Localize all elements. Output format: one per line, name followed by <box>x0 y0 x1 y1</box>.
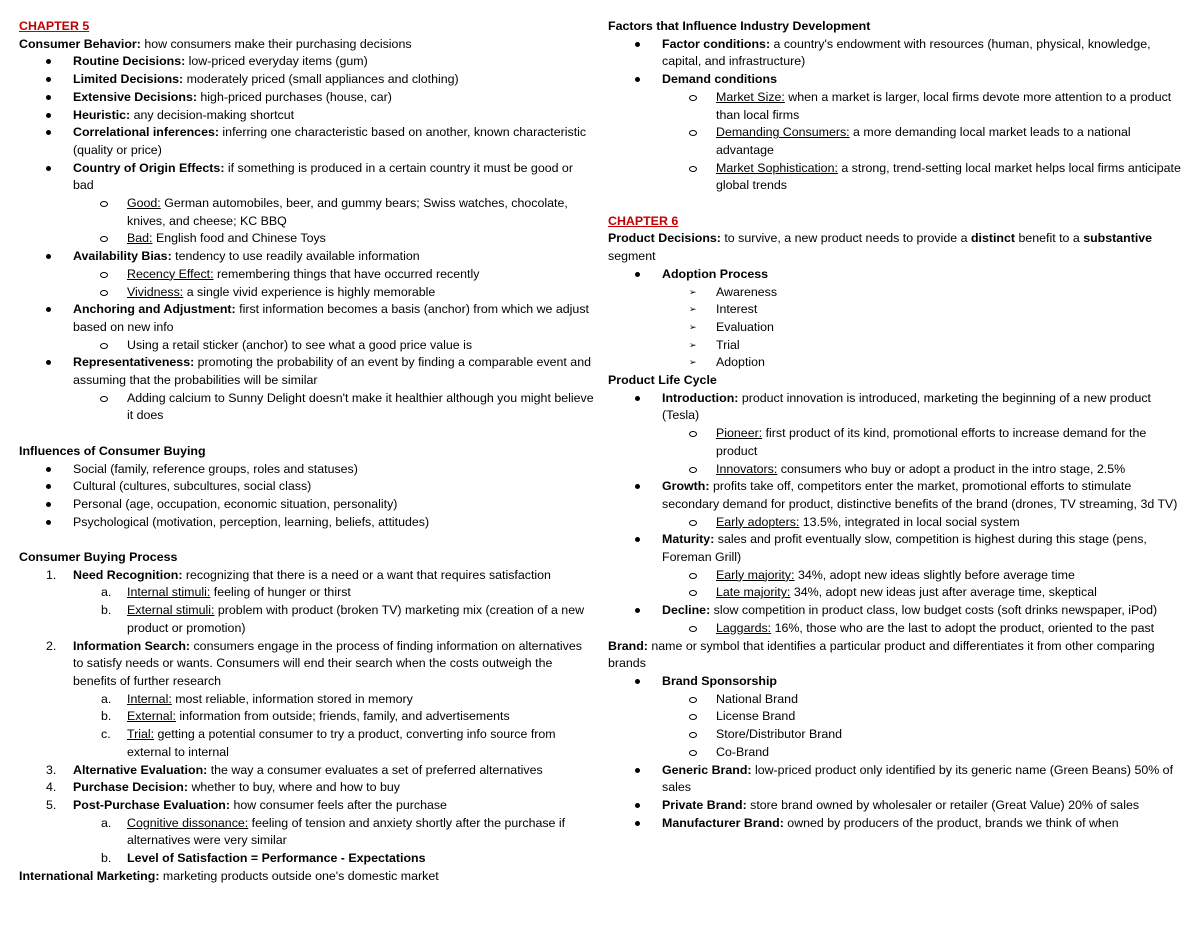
term-underlined: Good: <box>127 196 161 211</box>
bullet-icon <box>46 307 51 312</box>
blank-line <box>608 195 1184 213</box>
term-label: Limited Decisions: <box>73 72 184 87</box>
term-label: Private Brand: <box>662 797 747 812</box>
sub-list-item <box>608 160 1184 195</box>
description: Social (family, reference groups, roles and statuses) <box>73 461 358 476</box>
sub-list-item <box>19 230 595 248</box>
description: the way a consumer evaluates a set of preferred alternatives <box>207 762 543 777</box>
bullet-icon <box>635 821 640 826</box>
emphasis: distinct <box>970 231 1016 246</box>
list-item <box>608 673 1184 691</box>
hollow-bullet-icon <box>689 697 697 703</box>
term-label: Growth: <box>662 479 710 494</box>
description: store brand owned by wholesaler or retailer (Great Value) 20% of sales <box>746 797 1140 812</box>
list-item <box>19 779 595 797</box>
list-item <box>19 89 595 107</box>
description: product innovation is introduced, marketing the beginning of a new product (Tesla) <box>662 390 1151 423</box>
list-number: 2. <box>46 638 57 653</box>
bullet-icon <box>46 467 51 472</box>
bullet-icon <box>635 42 640 47</box>
term-label: Influences of Consumer Buying <box>19 443 206 458</box>
sub-list-item <box>19 195 595 230</box>
bullet-icon <box>635 537 640 542</box>
term-label: Product Life Cycle <box>608 373 717 388</box>
description: Using a retail sticker (anchor) to see what a good price value is <box>127 337 473 352</box>
bullet-icon <box>46 166 51 171</box>
chapter-heading: CHAPTER 6 <box>608 213 679 228</box>
list-item <box>19 514 595 532</box>
description: Co-Brand <box>716 744 770 759</box>
term-label: Level of Satisfaction = Performance - Expectations <box>127 851 426 866</box>
list-item <box>19 567 595 585</box>
hollow-bullet-icon <box>100 343 108 349</box>
sub-list-item <box>19 284 595 302</box>
description: Evaluation <box>716 319 774 334</box>
bullet-icon <box>46 77 51 82</box>
description: benefit to a <box>1015 231 1084 246</box>
paragraph <box>19 549 595 567</box>
description: consumers who buy or adopt a product in the intro stage, 2.5% <box>777 461 1126 476</box>
description: a strong, trend-setting local market helps local firms anticipate global trends <box>716 160 1181 193</box>
description: promoting the probability of an event by finding a comparable event and assuming that the probabilities will be similar <box>73 355 591 388</box>
term-underlined: Early adopters: <box>716 514 800 529</box>
arrow-bullet-icon: ➢ <box>689 357 697 368</box>
description: to survive, a new product needs to provide a <box>720 231 971 246</box>
hollow-bullet-icon <box>689 95 697 101</box>
bullet-icon <box>46 254 51 259</box>
list-number: 3. <box>46 762 57 777</box>
list-item <box>608 390 1184 425</box>
description: problem with product (broken TV) marketing mix (creation of a new product or promotion) <box>127 603 585 635</box>
bullet-icon <box>635 77 640 82</box>
hollow-bullet-icon <box>689 732 697 738</box>
hollow-bullet-icon <box>689 130 697 136</box>
hollow-bullet-icon <box>689 714 697 720</box>
sub-list-item <box>608 567 1184 585</box>
description: tendency to use readily available information <box>171 249 420 264</box>
bullet-icon <box>635 608 640 613</box>
hollow-bullet-icon <box>689 590 697 596</box>
sub-list-item <box>608 461 1184 479</box>
description: Adoption <box>716 355 765 370</box>
hollow-bullet-icon <box>100 236 108 242</box>
bullet-icon <box>635 396 640 401</box>
description: English food and Chinese Toys <box>152 231 326 246</box>
bullet-icon <box>635 803 640 808</box>
sub-list-item <box>608 124 1184 159</box>
hollow-bullet-icon <box>689 573 697 579</box>
term-underlined: Late majority: <box>716 585 791 600</box>
hollow-bullet-icon <box>689 520 697 526</box>
description: Store/Distributor Brand <box>716 727 843 742</box>
list-number: 5. <box>46 797 57 812</box>
term-label: Factor conditions: <box>662 36 771 51</box>
list-number: b. <box>101 709 112 724</box>
description: owned by producers of the product, brands we think of when <box>783 815 1119 830</box>
bullet-icon <box>46 130 51 135</box>
sub-list-item <box>19 815 595 850</box>
sub-list-item <box>19 602 595 637</box>
sub-list-item <box>19 726 595 761</box>
description: Psychological (motivation, perception, learning, beliefs, attitudes) <box>73 514 430 529</box>
term-underlined: Demanding Consumers: <box>716 125 850 140</box>
term-label: Consumer Behavior: <box>19 36 141 51</box>
term-label: Routine Decisions: <box>73 54 186 69</box>
description: any decision-making shortcut <box>130 107 295 122</box>
list-item <box>19 762 595 780</box>
bullet-icon <box>46 502 51 507</box>
description: a country's endowment with resources (human, physical, knowledge, capital, and infrastructure) <box>662 36 1151 69</box>
chapter-heading: CHAPTER 5 <box>19 19 90 33</box>
description: recognizing that there is a need or a want that requires satisfaction <box>182 567 551 582</box>
right-column <box>608 18 1184 832</box>
term-label: Decline: <box>662 603 711 618</box>
description: slow competition in product class, low budget costs (soft drinks newspaper, iPod) <box>710 603 1158 618</box>
description: name or symbol that identifies a particular product and differentiates it from other comparing brands <box>608 638 1155 671</box>
list-item <box>19 124 595 159</box>
term-label: Maturity: <box>662 532 715 547</box>
term-label: Representativeness: <box>73 355 195 370</box>
list-item <box>608 36 1184 71</box>
description: Adding calcium to Sunny Delight doesn't make it healthier although you might believe it does <box>127 390 594 423</box>
list-number: a. <box>101 585 112 600</box>
sub-list-item <box>19 390 595 425</box>
sub-list-item <box>608 337 1184 355</box>
sub-list-item <box>19 266 595 284</box>
sub-list-item <box>19 584 595 602</box>
term-label: Product Decisions: <box>608 231 721 246</box>
term-label: Country of Origin Effects: <box>73 160 225 175</box>
term-label: Correlational inferences: <box>73 125 219 140</box>
term-label: Adoption Process <box>662 266 769 281</box>
bullet-icon <box>635 484 640 489</box>
list-item <box>19 71 595 89</box>
list-number: 1. <box>46 567 57 582</box>
list-item <box>19 354 595 389</box>
hollow-bullet-icon <box>100 201 108 207</box>
description: profits take off, competitors enter the market, promotional efforts to stimulate secondary demand for product, distinctive benefits of the brand (drones, TV streaming, 3d TV) <box>662 479 1178 511</box>
sub-list-item <box>608 708 1184 726</box>
hollow-bullet-icon <box>100 290 108 296</box>
description: a more demanding local market leads to a national advantage <box>716 125 1131 157</box>
term-label: Demand conditions <box>662 72 777 87</box>
description: sales and profit eventually slow, competition is highest during this stage (pens, Foreman Grill) <box>662 532 1147 565</box>
paragraph <box>608 18 1184 36</box>
description: remembering things that have occurred recently <box>213 266 480 281</box>
term-underlined: External: <box>127 709 176 724</box>
sub-list-item <box>608 89 1184 124</box>
sub-list-item <box>19 850 595 868</box>
term-underlined: Internal stimuli: <box>127 585 211 600</box>
list-number: b. <box>101 603 112 618</box>
arrow-bullet-icon: ➢ <box>689 321 697 332</box>
bullet-icon <box>635 272 640 277</box>
term-label: Factors that Influence Industry Development <box>608 19 871 33</box>
description: 16%, those who are the last to adopt the product, oriented to the past <box>771 620 1155 635</box>
term-label: Anchoring and Adjustment: <box>73 302 236 317</box>
description: 13.5%, integrated in local social system <box>799 514 1020 529</box>
list-item <box>19 797 595 815</box>
list-number: b. <box>101 851 112 866</box>
list-item <box>608 266 1184 284</box>
bullet-icon <box>46 113 51 118</box>
paragraph <box>608 372 1184 390</box>
hollow-bullet-icon <box>689 750 697 756</box>
term-label: Information Search: <box>73 638 191 653</box>
description: Cultural (cultures, subcultures, social class) <box>73 479 312 494</box>
paragraph <box>19 443 595 461</box>
hollow-bullet-icon <box>100 272 108 278</box>
hollow-bullet-icon <box>689 431 697 437</box>
list-item <box>19 461 595 479</box>
description: consumers engage in the process of finding information on alternatives to satisfy needs or wants. Consumers will end their search when the costs outweigh the benefits of further research <box>73 638 582 688</box>
sub-list-item <box>608 319 1184 337</box>
list-item <box>19 160 595 195</box>
blank-line <box>19 425 595 443</box>
term-underlined: Cognitive dissonance: <box>127 815 249 830</box>
hollow-bullet-icon <box>100 396 108 402</box>
term-label: Brand Sponsorship <box>662 674 777 688</box>
list-item <box>19 496 595 514</box>
emphasis: substantive <box>1083 231 1153 246</box>
description: inferring one characteristic based on another, known characteristic (quality or price) <box>73 125 587 157</box>
term-underlined: Recency Effect: <box>127 266 214 281</box>
list-number: 4. <box>46 780 57 795</box>
description: most reliable, information stored in memory <box>171 691 413 706</box>
description: how consumer feels after the purchase <box>230 797 447 812</box>
term-label: Generic Brand: <box>662 762 752 777</box>
description: a single vivid experience is highly memorable <box>183 284 436 299</box>
term-underlined: Market Size: <box>716 89 785 104</box>
description: feeling of tension and anxiety shortly after the purchase if alternatives were very similar <box>127 815 566 848</box>
list-item <box>19 53 595 71</box>
sub-list-item <box>608 620 1184 638</box>
list-item <box>19 638 595 691</box>
description: moderately priced (small appliances and clothing) <box>183 72 459 87</box>
list-item <box>608 815 1184 833</box>
bullet-icon <box>46 360 51 365</box>
hollow-bullet-icon <box>689 166 697 172</box>
paragraph <box>608 230 1184 265</box>
blank-line <box>19 531 595 549</box>
description: License Brand <box>716 709 796 724</box>
list-item <box>608 531 1184 566</box>
term-label: Extensive Decisions: <box>73 89 197 104</box>
list-item <box>19 107 595 125</box>
hollow-bullet-icon <box>689 467 697 473</box>
term-underlined: External stimuli: <box>127 603 215 618</box>
description: 34%, adopt new ideas slightly before average time <box>794 567 1075 582</box>
description: Interest <box>716 302 758 317</box>
term-label: Alternative Evaluation: <box>73 762 208 777</box>
bullet-icon <box>46 520 51 525</box>
term-label: International Marketing: <box>19 868 160 883</box>
list-number: c. <box>101 727 111 742</box>
term-underlined: Internal: <box>127 691 172 706</box>
list-item <box>608 71 1184 89</box>
term-label: Availability Bias: <box>73 249 172 264</box>
bullet-icon <box>635 768 640 773</box>
term-underlined: Bad: <box>127 231 153 246</box>
description: low-priced everyday items (gum) <box>185 54 368 69</box>
term-label: Heuristic: <box>73 107 131 122</box>
sub-list-item <box>608 284 1184 302</box>
sub-list-item <box>608 726 1184 744</box>
description: getting a potential consumer to try a product, converting info source from external to internal <box>127 727 556 759</box>
paragraph <box>19 36 595 54</box>
arrow-bullet-icon: ➢ <box>689 304 697 315</box>
sub-list-item <box>608 691 1184 709</box>
description: segment <box>608 249 656 264</box>
paragraph <box>608 638 1184 673</box>
list-item <box>608 762 1184 797</box>
term-label: Manufacturer Brand: <box>662 815 784 830</box>
term-underlined: Laggards: <box>716 620 772 635</box>
description: first product of its kind, promotional efforts to increase demand for the product <box>716 426 1147 458</box>
list-item <box>608 602 1184 620</box>
description: National Brand <box>716 691 798 706</box>
description: information from outside; friends, family, and advertisements <box>175 709 510 724</box>
bullet-icon <box>46 95 51 100</box>
left-column <box>19 18 595 885</box>
arrow-bullet-icon: ➢ <box>689 286 697 297</box>
list-number: a. <box>101 691 112 706</box>
sub-list-item <box>608 354 1184 372</box>
list-item <box>608 478 1184 513</box>
description: first information becomes a basis (anchor) from which we adjust based on new info <box>73 302 589 334</box>
term-label: Need Recognition: <box>73 567 183 582</box>
list-item <box>608 797 1184 815</box>
sub-list-item <box>19 337 595 355</box>
description: Awareness <box>716 284 778 299</box>
sub-list-item <box>608 584 1184 602</box>
term-label: Purchase Decision: <box>73 780 189 795</box>
term-underlined: Early majority: <box>716 567 795 582</box>
description: 34%, adopt new ideas just after average time, skeptical <box>790 585 1097 600</box>
description: if something is produced in a certain country it must be good or bad <box>73 160 573 193</box>
term-label: Post-Purchase Evaluation: <box>73 797 230 812</box>
sub-list-item <box>608 514 1184 532</box>
description: Trial <box>716 337 740 352</box>
description: low-priced product only identified by its generic name (Green Beans) 50% of sales <box>662 762 1174 795</box>
list-number: a. <box>101 815 112 830</box>
term-underlined: Trial: <box>127 727 155 742</box>
term-underlined: Market Sophistication: <box>716 160 838 175</box>
paragraph <box>19 868 595 886</box>
sub-list-item <box>19 691 595 709</box>
term-underlined: Pioneer: <box>716 426 763 441</box>
term-label: Introduction: <box>662 390 739 405</box>
description: German automobiles, beer, and gummy bears; Swiss watches, chocolate, knives, and cheese; KC BBQ <box>127 196 568 228</box>
description: marketing products outside one's domestic market <box>159 868 439 883</box>
list-item <box>19 301 595 336</box>
description: whether to buy, where and how to buy <box>188 780 400 795</box>
bullet-icon <box>46 59 51 64</box>
sub-list-item <box>608 425 1184 460</box>
term-label: Consumer Buying Process <box>19 550 178 565</box>
term-label: Brand: <box>608 638 648 653</box>
list-item <box>19 248 595 266</box>
sub-list-item <box>19 708 595 726</box>
bullet-icon <box>46 484 51 489</box>
description: Personal (age, occupation, economic situation, personality) <box>73 496 398 511</box>
list-item <box>19 478 595 496</box>
term-underlined: Innovators: <box>716 461 778 476</box>
sub-list-item <box>608 744 1184 762</box>
description: high-priced purchases (house, car) <box>196 89 392 104</box>
bullet-icon <box>635 679 640 684</box>
hollow-bullet-icon <box>689 626 697 632</box>
arrow-bullet-icon: ➢ <box>689 339 697 350</box>
sub-list-item <box>608 301 1184 319</box>
description: when a market is larger, local firms devote more attention to a product than local firms <box>716 89 1172 122</box>
term-underlined: Vividness: <box>127 284 184 299</box>
description: feeling of hunger or thirst <box>210 585 351 600</box>
description: how consumers make their purchasing decisions <box>140 36 412 51</box>
